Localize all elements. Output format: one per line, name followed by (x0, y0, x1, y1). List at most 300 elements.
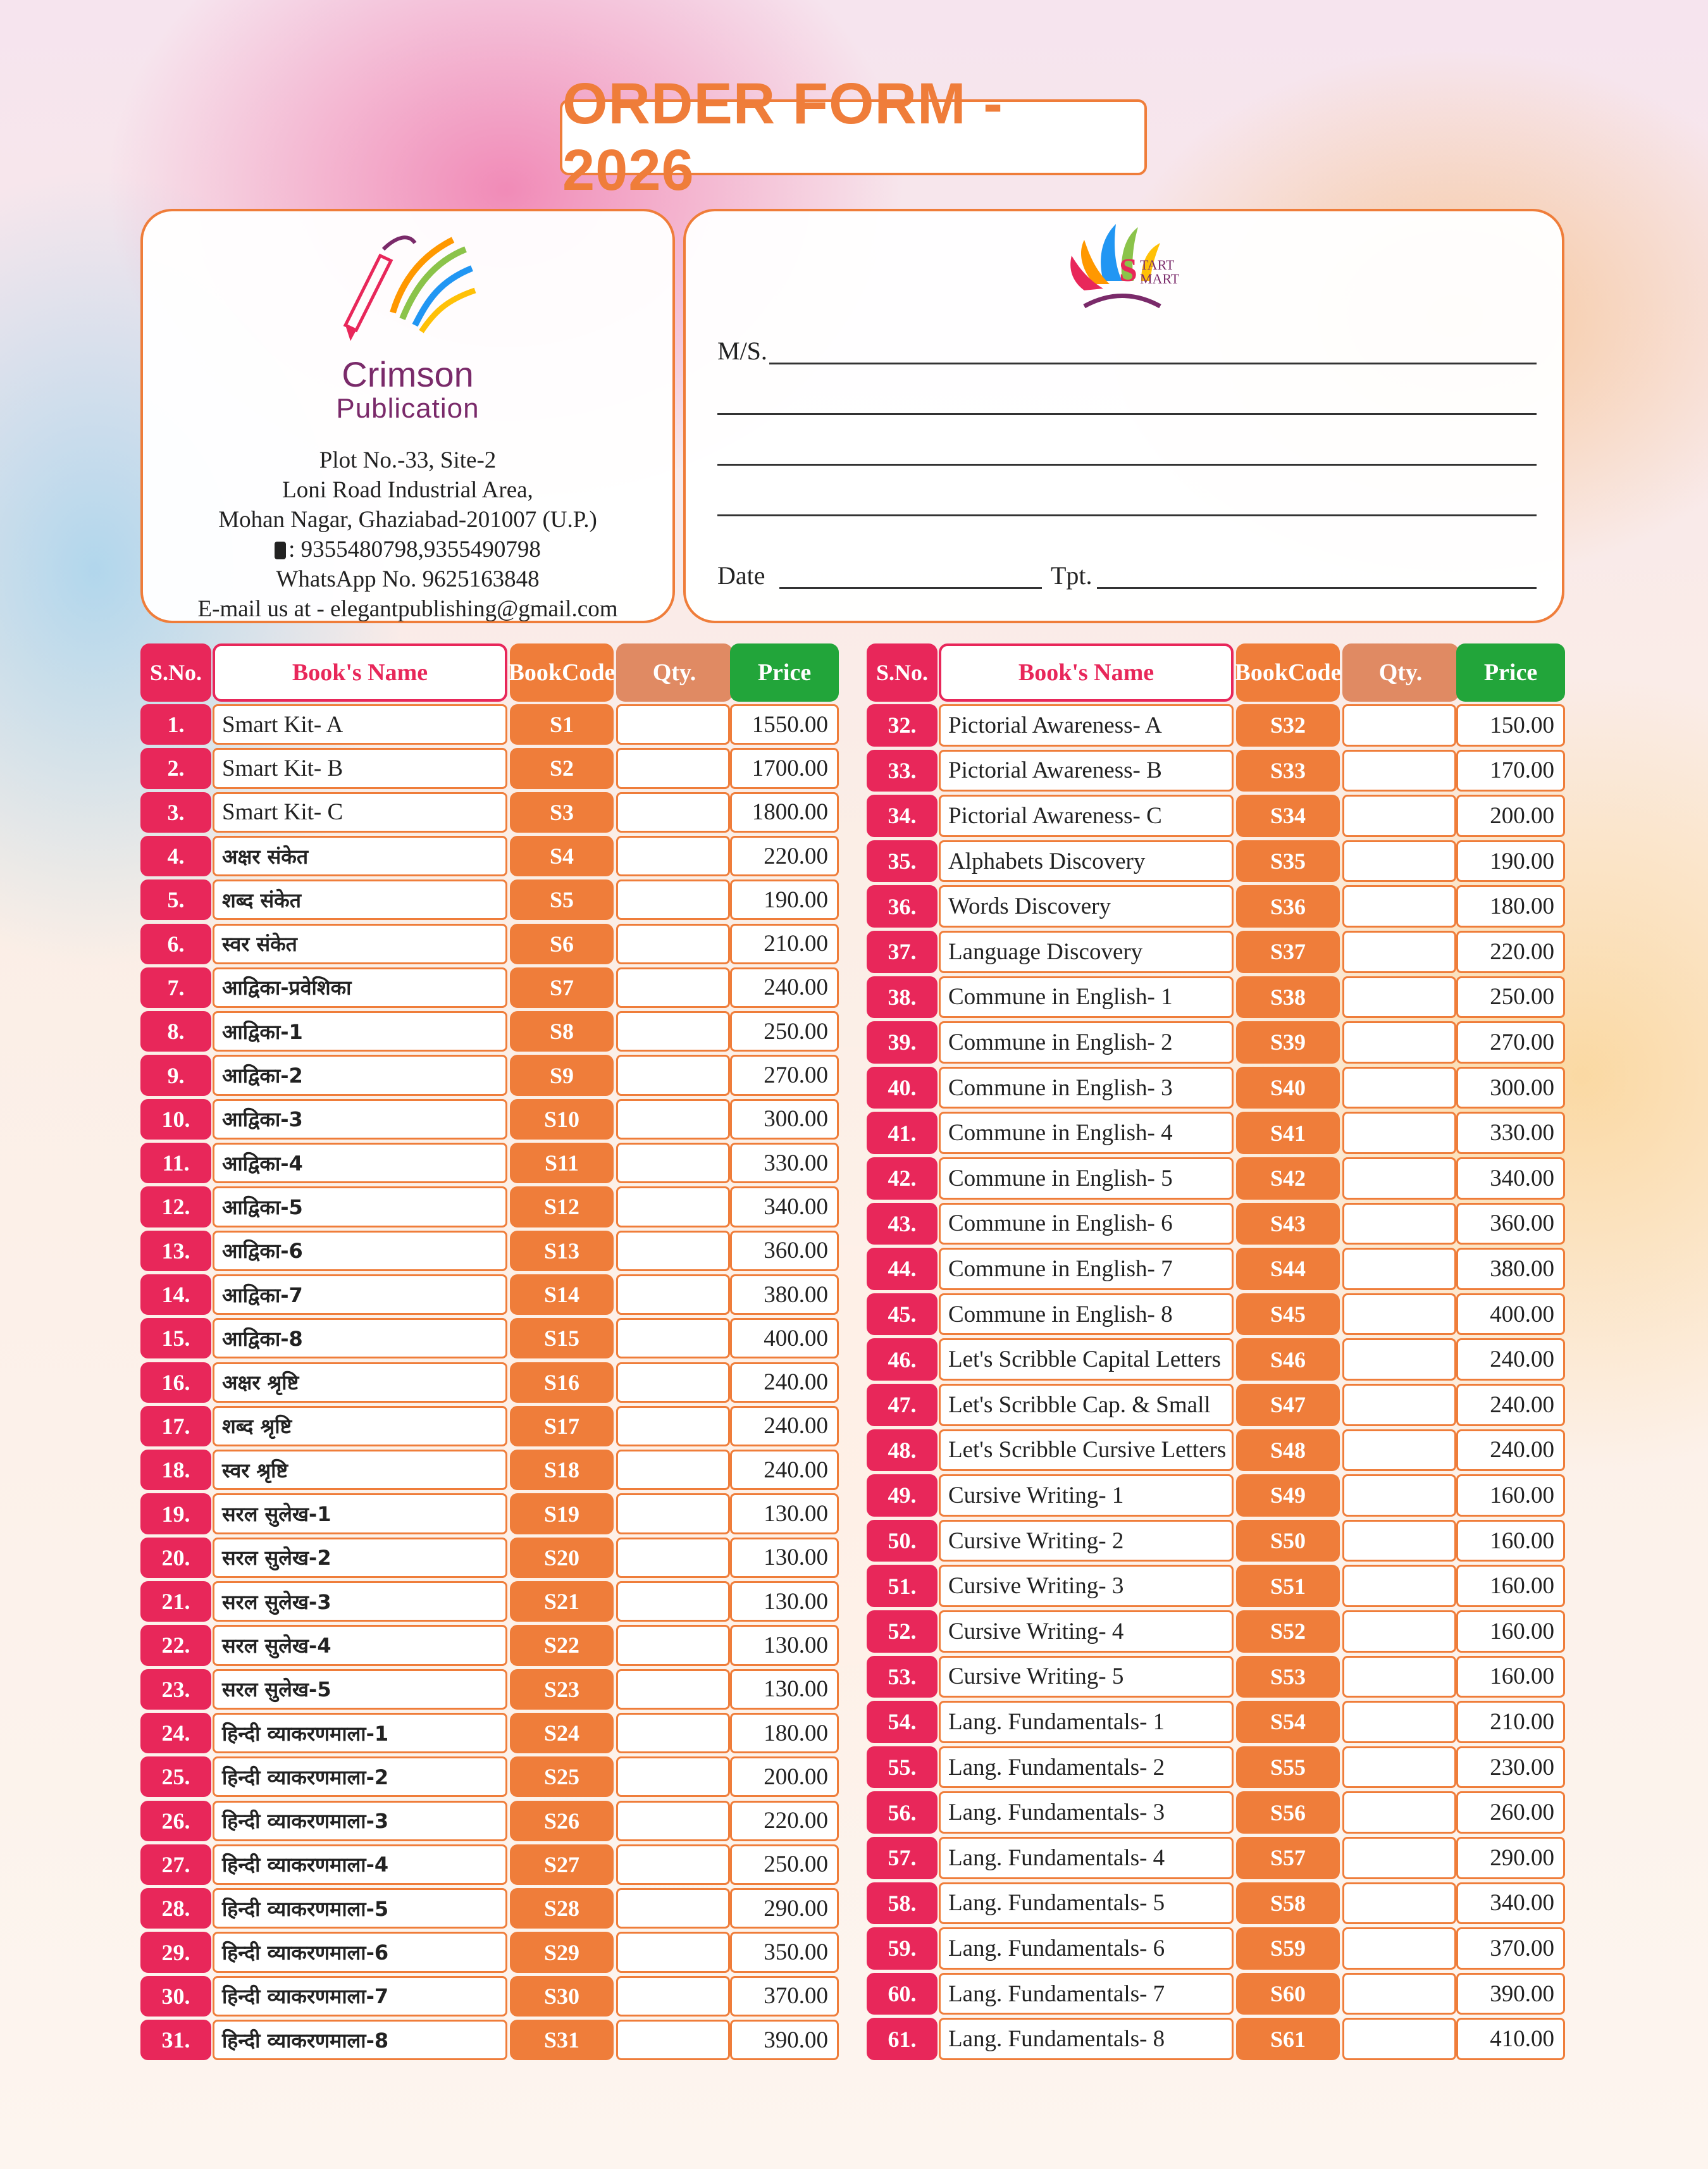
row-qty-input[interactable] (616, 1669, 730, 1710)
row-qty-input[interactable] (616, 879, 730, 920)
row-qty-input[interactable] (1342, 1791, 1456, 1834)
row-sno: 27. (140, 1844, 211, 1885)
row-price: 240.00 (1456, 1429, 1565, 1472)
table-row (140, 1801, 839, 1844)
row-sno: 55. (867, 1746, 938, 1789)
row-book-code: S48 (1236, 1429, 1340, 1472)
table-row (140, 1406, 839, 1450)
row-sno: 28. (140, 1888, 211, 1929)
table-row (140, 1099, 839, 1143)
row-price: 160.00 (1456, 1610, 1565, 1653)
row-qty-input[interactable] (1342, 1973, 1456, 2015)
row-qty-input[interactable] (1342, 1520, 1456, 1562)
row-price: 330.00 (730, 1143, 839, 1183)
table-row (867, 1293, 1565, 1339)
row-qty-input[interactable] (1342, 976, 1456, 1019)
svg-text:S: S (1119, 252, 1137, 289)
row-price: 270.00 (730, 1055, 839, 1095)
table-row (867, 1973, 1565, 2018)
table-row (867, 976, 1565, 1022)
row-sno: 8. (140, 1011, 211, 1052)
row-sno: 24. (140, 1713, 211, 1753)
table-row (140, 1274, 839, 1318)
row-price: 240.00 (730, 1406, 839, 1446)
row-book-name: Words Discovery (939, 885, 1234, 928)
table-row (867, 1384, 1565, 1429)
table-row (867, 1021, 1565, 1067)
row-qty-input[interactable] (616, 1581, 730, 1622)
row-sno: 59. (867, 1927, 938, 1970)
row-qty-input[interactable] (616, 1450, 730, 1490)
row-book-code: S43 (1236, 1203, 1340, 1245)
table-row (867, 750, 1565, 795)
table-row (140, 1581, 839, 1625)
row-book-name: Alphabets Discovery (939, 840, 1234, 883)
header-sno: S. No. (867, 643, 938, 702)
row-price: 270.00 (1456, 1021, 1565, 1064)
row-qty-input[interactable] (616, 1888, 730, 1929)
table-row (867, 1610, 1565, 1656)
row-price: 260.00 (1456, 1791, 1565, 1834)
row-price: 370.00 (1456, 1927, 1565, 1970)
row-book-code: S47 (1236, 1384, 1340, 1426)
row-book-code: S18 (510, 1450, 614, 1490)
customer-form-panel (683, 209, 1564, 623)
row-price: 340.00 (730, 1186, 839, 1227)
row-qty-input[interactable] (1342, 1565, 1456, 1607)
email-line: E-mail us at - elegantpublishing@gmail.com (197, 596, 618, 622)
whatsapp-line: WhatsApp No. 9625163848 (276, 566, 540, 592)
table-row (140, 1450, 839, 1493)
publisher-name: Crimson (342, 354, 474, 394)
row-price: 1550.00 (730, 704, 839, 745)
table-row (867, 931, 1565, 976)
address-field-1[interactable] (717, 382, 1537, 420)
row-qty-input[interactable] (1342, 1474, 1456, 1517)
row-book-code: S1 (510, 704, 614, 745)
table-row (867, 1203, 1565, 1248)
row-qty-input[interactable] (1342, 795, 1456, 837)
row-sno: 34. (867, 795, 938, 837)
logo-text-start: TART (1140, 257, 1175, 273)
row-book-code: S36 (1236, 885, 1340, 928)
row-book-name: Commune in English- 5 (939, 1157, 1234, 1200)
row-qty-input[interactable] (616, 1274, 730, 1315)
row-book-code: S10 (510, 1099, 614, 1140)
row-sno: 25. (140, 1756, 211, 1797)
header-price: Price (1456, 643, 1565, 702)
row-book-code: S20 (510, 1538, 614, 1578)
row-book-name: Smart Kit- A (213, 704, 507, 745)
row-qty-input[interactable] (616, 1625, 730, 1665)
table-row (140, 836, 839, 879)
row-qty-input[interactable] (1342, 1248, 1456, 1290)
row-book-code: S9 (510, 1055, 614, 1095)
row-book-name: सरल सुलेख-4 (213, 1625, 507, 1665)
table-row (867, 1474, 1565, 1520)
row-book-code: S26 (510, 1801, 614, 1841)
row-book-name: सरल सुलेख-1 (213, 1493, 507, 1534)
table-row (867, 1248, 1565, 1293)
row-price: 220.00 (730, 836, 839, 876)
row-price: 410.00 (1456, 2018, 1565, 2060)
row-book-code: S50 (1236, 1520, 1340, 1562)
row-price: 180.00 (730, 1713, 839, 1753)
row-book-name: आद्विका-4 (213, 1143, 507, 1183)
row-book-code: S44 (1236, 1248, 1340, 1290)
phone-icon (275, 542, 286, 559)
tpt-field[interactable] (1097, 587, 1537, 589)
row-price: 400.00 (1456, 1293, 1565, 1336)
row-price: 1800.00 (730, 792, 839, 833)
row-book-name: हिन्दी व्याकरणमाला-1 (213, 1713, 507, 1753)
row-price: 240.00 (730, 967, 839, 1008)
row-book-code: S40 (1236, 1067, 1340, 1109)
ms-field[interactable] (717, 332, 1537, 370)
row-price: 240.00 (1456, 1338, 1565, 1381)
row-sno: 9. (140, 1055, 211, 1095)
row-price: 370.00 (730, 1976, 839, 2017)
row-sno: 1. (140, 704, 211, 745)
header-price: Price (730, 643, 839, 702)
row-sno: 33. (867, 750, 938, 792)
row-sno: 23. (140, 1669, 211, 1710)
row-qty-input[interactable] (616, 1844, 730, 1885)
row-qty-input[interactable] (1342, 1338, 1456, 1381)
row-sno: 37. (867, 931, 938, 973)
row-price: 160.00 (1456, 1565, 1565, 1607)
table-row (867, 1429, 1565, 1475)
row-sno: 56. (867, 1791, 938, 1834)
row-qty-input[interactable] (1342, 1882, 1456, 1925)
row-book-code: S59 (1236, 1927, 1340, 1970)
crimson-logo-icon (320, 230, 485, 344)
row-qty-input[interactable] (616, 1406, 730, 1446)
row-book-name: हिन्दी व्याकरणमाला-2 (213, 1756, 507, 1797)
row-sno: 13. (140, 1231, 211, 1271)
row-book-code: S16 (510, 1362, 614, 1403)
row-book-code: S54 (1236, 1701, 1340, 1743)
row-book-name: हिन्दी व्याकरणमाला-5 (213, 1888, 507, 1929)
row-book-name: Cursive Writing- 2 (939, 1520, 1234, 1562)
row-qty-input[interactable] (1342, 1203, 1456, 1245)
row-book-name: आद्विका-2 (213, 1055, 507, 1095)
row-qty-input[interactable] (616, 967, 730, 1008)
row-price: 130.00 (730, 1538, 839, 1578)
table-row (867, 1746, 1565, 1792)
row-sno: 10. (140, 1099, 211, 1140)
row-book-code: S24 (510, 1713, 614, 1753)
row-sno: 7. (140, 967, 211, 1008)
table-row (140, 1888, 839, 1932)
address-line: Mohan Nagar, Ghaziabad-201007 (U.P.) (218, 507, 597, 533)
row-qty-input[interactable] (616, 1099, 730, 1140)
row-book-code: S34 (1236, 795, 1340, 837)
row-book-code: S22 (510, 1625, 614, 1665)
address-line: Plot No.-33, Site-2 (319, 447, 497, 473)
row-qty-input[interactable] (616, 1055, 730, 1095)
row-price: 340.00 (1456, 1882, 1565, 1925)
row-price: 350.00 (730, 1932, 839, 1972)
table-row (140, 1976, 839, 2020)
row-sno: 30. (140, 1976, 211, 2017)
row-qty-input[interactable] (616, 1538, 730, 1578)
row-qty-input[interactable] (1342, 1927, 1456, 1970)
table-row (867, 885, 1565, 931)
row-qty-input[interactable] (1342, 1021, 1456, 1064)
row-price: 240.00 (730, 1362, 839, 1403)
row-qty-input[interactable] (616, 836, 730, 876)
row-book-code: S15 (510, 1318, 614, 1358)
row-qty-input[interactable] (1342, 1293, 1456, 1336)
row-book-code: S17 (510, 1406, 614, 1446)
table-row (867, 1837, 1565, 1882)
row-book-name: Commune in English- 7 (939, 1248, 1234, 1290)
row-qty-input[interactable] (616, 924, 730, 964)
publisher-address (143, 445, 672, 624)
row-price: 130.00 (730, 1581, 839, 1622)
row-price: 360.00 (730, 1231, 839, 1271)
row-book-name: आद्विका-1 (213, 1011, 507, 1052)
row-qty-input[interactable] (1342, 704, 1456, 747)
address-field-3[interactable] (717, 483, 1537, 521)
row-book-code: S38 (1236, 976, 1340, 1019)
row-book-code: S27 (510, 1844, 614, 1885)
row-book-name: आद्विका-3 (213, 1099, 507, 1140)
table-row (867, 1882, 1565, 1928)
row-book-name: हिन्दी व्याकरणमाला-7 (213, 1976, 507, 2017)
row-book-code: S19 (510, 1493, 614, 1534)
row-book-code: S5 (510, 879, 614, 920)
row-book-name: आद्विका-8 (213, 1318, 507, 1358)
address-field-2[interactable] (717, 433, 1537, 471)
table-row (867, 1338, 1565, 1384)
row-sno: 29. (140, 1932, 211, 1972)
row-qty-input[interactable] (1342, 1429, 1456, 1472)
row-qty-input[interactable] (1342, 1701, 1456, 1743)
table-row (867, 1520, 1565, 1565)
address-line-rule (717, 464, 1537, 466)
row-book-code: S61 (1236, 2018, 1340, 2060)
row-sno: 12. (140, 1186, 211, 1227)
row-price: 220.00 (730, 1801, 839, 1841)
row-qty-input[interactable] (616, 1186, 730, 1227)
header-sno: S. No. (140, 643, 211, 702)
header-book-code: Book Code (510, 643, 614, 702)
row-book-name: Cursive Writing- 5 (939, 1656, 1234, 1698)
row-book-name: Lang. Fundamentals- 2 (939, 1746, 1234, 1789)
row-sno: 61. (867, 2018, 938, 2060)
row-book-code: S28 (510, 1888, 614, 1929)
row-book-name: Let's Scribble Cap. & Small (939, 1384, 1234, 1426)
row-book-name: Commune in English- 6 (939, 1203, 1234, 1245)
table-row (140, 792, 839, 836)
row-qty-input[interactable] (1342, 750, 1456, 792)
row-sno: 16. (140, 1362, 211, 1403)
row-qty-input[interactable] (1342, 931, 1456, 973)
row-price: 130.00 (730, 1625, 839, 1665)
row-book-name: शब्द संकेत (213, 879, 507, 920)
row-qty-input[interactable] (1342, 885, 1456, 928)
row-book-code: S32 (1236, 704, 1340, 747)
row-sno: 32. (867, 704, 938, 747)
row-qty-input[interactable] (616, 1932, 730, 1972)
row-book-code: S14 (510, 1274, 614, 1315)
row-price: 210.00 (1456, 1701, 1565, 1743)
row-book-name: सरल सुलेख-5 (213, 1669, 507, 1710)
row-price: 330.00 (1456, 1112, 1565, 1154)
row-price: 360.00 (1456, 1203, 1565, 1245)
table-row (140, 1932, 839, 1975)
row-book-name: सरल सुलेख-3 (213, 1581, 507, 1622)
table-row (867, 1157, 1565, 1203)
table-row (140, 1493, 839, 1537)
row-qty-input[interactable] (1342, 1837, 1456, 1879)
row-sno: 51. (867, 1565, 938, 1607)
row-sno: 19. (140, 1493, 211, 1534)
row-sno: 40. (867, 1067, 938, 1109)
row-qty-input[interactable] (1342, 1112, 1456, 1154)
row-sno: 26. (140, 1801, 211, 1841)
table-row (867, 1112, 1565, 1157)
row-sno: 45. (867, 1293, 938, 1336)
row-book-code: S8 (510, 1011, 614, 1052)
header-qty: Qty. (616, 643, 733, 702)
row-sno: 44. (867, 1248, 938, 1290)
row-qty-input[interactable] (616, 1713, 730, 1753)
row-qty-input[interactable] (1342, 2018, 1456, 2060)
ms-line (769, 363, 1537, 364)
row-qty-input[interactable] (616, 748, 730, 788)
row-sno: 15. (140, 1318, 211, 1358)
row-qty-input[interactable] (1342, 1157, 1456, 1200)
row-sno: 3. (140, 792, 211, 833)
tpt-label: Tpt. (1051, 561, 1092, 590)
row-qty-input[interactable] (616, 704, 730, 745)
table-row (140, 1143, 839, 1186)
row-book-name: Cursive Writing- 3 (939, 1565, 1234, 1607)
row-qty-input[interactable] (1342, 1384, 1456, 1426)
row-qty-input[interactable] (1342, 1067, 1456, 1109)
row-sno: 53. (867, 1656, 938, 1698)
row-price: 290.00 (1456, 1837, 1565, 1879)
table-row (867, 1565, 1565, 1610)
row-book-code: S39 (1236, 1021, 1340, 1064)
row-qty-input[interactable] (616, 1756, 730, 1797)
row-price: 220.00 (1456, 931, 1565, 973)
row-qty-input[interactable] (1342, 1610, 1456, 1653)
row-sno: 38. (867, 976, 938, 1019)
row-qty-input[interactable] (616, 1143, 730, 1183)
table-row (867, 2018, 1565, 2063)
row-book-name: Lang. Fundamentals- 5 (939, 1882, 1234, 1925)
row-price: 240.00 (1456, 1384, 1565, 1426)
row-qty-input[interactable] (616, 792, 730, 833)
row-price: 380.00 (730, 1274, 839, 1315)
row-price: 290.00 (730, 1888, 839, 1929)
table-row (867, 704, 1565, 750)
row-sno: 60. (867, 1973, 938, 2015)
row-qty-input[interactable] (1342, 1656, 1456, 1698)
row-sno: 6. (140, 924, 211, 964)
row-sno: 36. (867, 885, 938, 928)
row-book-code: S57 (1236, 1837, 1340, 1879)
row-sno: 31. (140, 2020, 211, 2060)
row-qty-input[interactable] (616, 2020, 730, 2060)
row-book-code: S30 (510, 1976, 614, 2017)
row-book-code: S56 (1236, 1791, 1340, 1834)
row-book-name: Cursive Writing- 1 (939, 1474, 1234, 1517)
table-row (140, 1011, 839, 1055)
row-qty-input[interactable] (616, 1362, 730, 1403)
table-row (140, 1362, 839, 1406)
table-row (867, 795, 1565, 840)
row-book-name: Pictorial Awareness- A (939, 704, 1234, 747)
table-row (140, 879, 839, 923)
row-book-name: Lang. Fundamentals- 8 (939, 2018, 1234, 2060)
row-qty-input[interactable] (1342, 840, 1456, 883)
row-qty-input[interactable] (616, 1231, 730, 1271)
row-sno: 47. (867, 1384, 938, 1426)
row-book-code: S21 (510, 1581, 614, 1622)
row-book-name: Lang. Fundamentals- 7 (939, 1973, 1234, 2015)
row-book-code: S45 (1236, 1293, 1340, 1336)
table-row (867, 1656, 1565, 1701)
row-qty-input[interactable] (616, 1976, 730, 2017)
date-field[interactable] (779, 587, 1042, 589)
row-qty-input[interactable] (616, 1011, 730, 1052)
row-price: 150.00 (1456, 704, 1565, 747)
row-book-name: Commune in English- 2 (939, 1021, 1234, 1064)
row-sno: 35. (867, 840, 938, 883)
row-qty-input[interactable] (616, 1318, 730, 1358)
row-book-name: Smart Kit- C (213, 792, 507, 833)
row-book-name: Pictorial Awareness- B (939, 750, 1234, 792)
header-qty: Qty. (1342, 643, 1459, 702)
row-sno: 20. (140, 1538, 211, 1578)
row-qty-input[interactable] (616, 1493, 730, 1534)
row-sno: 43. (867, 1203, 938, 1245)
row-qty-input[interactable] (1342, 1746, 1456, 1789)
row-book-code: S41 (1236, 1112, 1340, 1154)
row-book-name: Lang. Fundamentals- 4 (939, 1837, 1234, 1879)
row-price: 240.00 (730, 1450, 839, 1490)
row-sno: 50. (867, 1520, 938, 1562)
row-book-name: Lang. Fundamentals- 3 (939, 1791, 1234, 1834)
row-price: 250.00 (1456, 976, 1565, 1019)
row-book-code: S52 (1236, 1610, 1340, 1653)
table-row (140, 1713, 839, 1756)
table-row (140, 1055, 839, 1098)
row-sno: 48. (867, 1429, 938, 1472)
row-book-code: S49 (1236, 1474, 1340, 1517)
row-sno: 11. (140, 1143, 211, 1183)
table-row (140, 967, 839, 1011)
row-price: 210.00 (730, 924, 839, 964)
ms-label: M/S. (717, 337, 767, 365)
table-row (140, 1625, 839, 1669)
header-book-name: Book's Name (213, 643, 507, 702)
row-book-name: Smart Kit- B (213, 748, 507, 788)
row-book-name: अक्षर श्रृष्टि (213, 1362, 507, 1403)
row-price: 250.00 (730, 1844, 839, 1885)
row-qty-input[interactable] (616, 1801, 730, 1841)
row-book-code: S55 (1236, 1746, 1340, 1789)
row-book-name: स्वर संकेत (213, 924, 507, 964)
row-book-code: S29 (510, 1932, 614, 1972)
row-book-code: S13 (510, 1231, 614, 1271)
row-price: 200.00 (1456, 795, 1565, 837)
